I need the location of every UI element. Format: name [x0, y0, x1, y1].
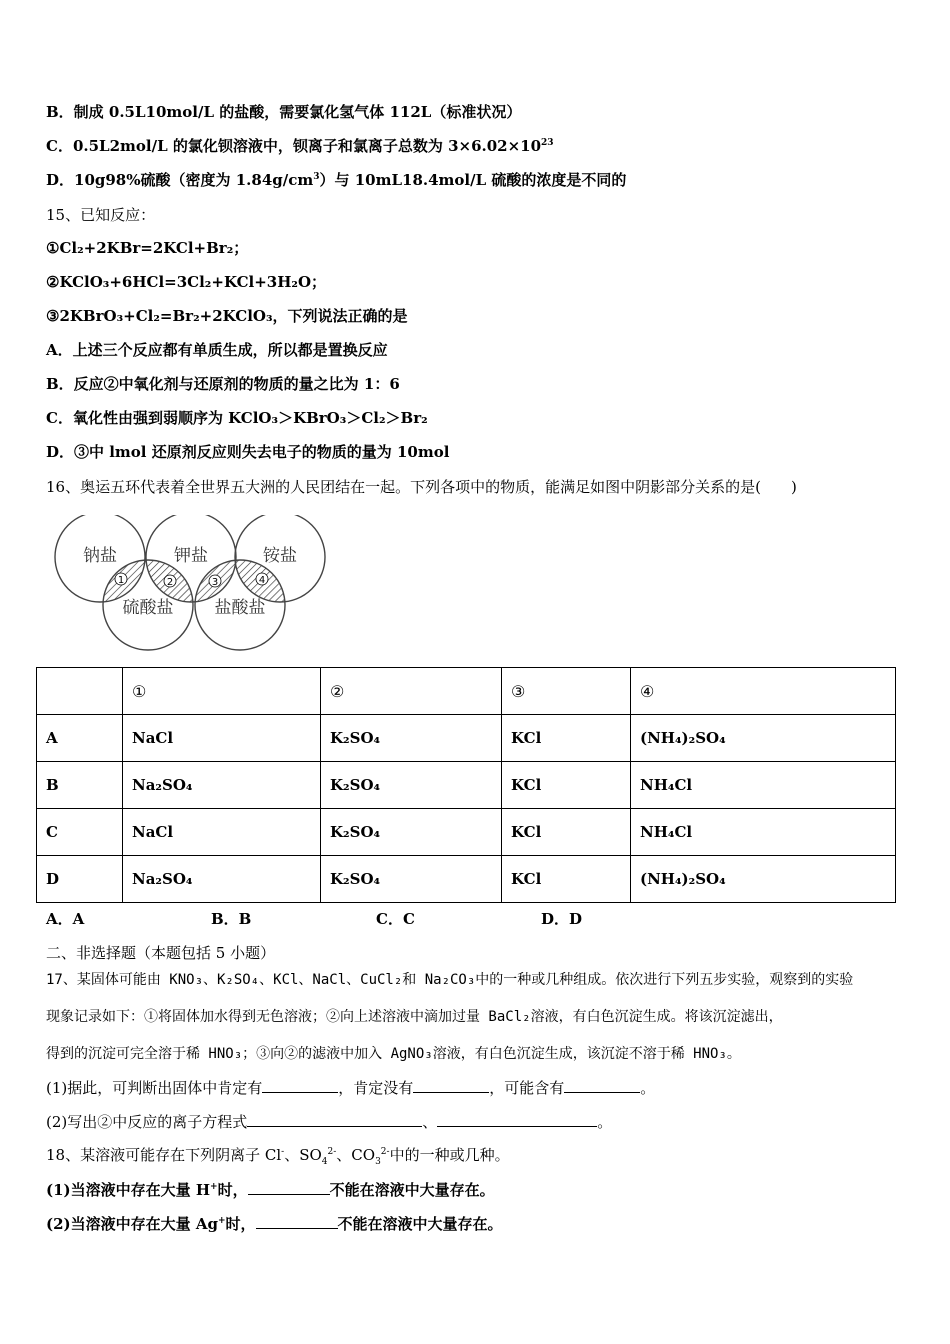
q15-option-d: D．③中 lmol 还原剂反应则失去电子的物质的量为 10mol: [46, 443, 450, 461]
table-cell: ④: [631, 668, 896, 715]
region-2-number: 2: [166, 577, 174, 588]
q14-option-d: D．10g98%硫酸（密度为 $1.84g/cm^3$）与 10mL18.4mol/L 硫酸的浓度是不同的: [46, 171, 627, 189]
table-cell: KCl: [502, 762, 631, 809]
answer-blank[interactable]: [437, 1111, 597, 1127]
q15-option-c: C．氧化性由强到弱顺序为 KClO₃＞KBrO₃＞Cl₂＞Br₂: [46, 409, 428, 427]
q17-line-3: 得到的沉淀可完全溶于稀 HNO₃；③向②的滤液中加入 AgNO₃溶液，有白色沉淀生成，该沉淀不溶于稀 HNO₃。: [46, 1046, 741, 1062]
table-cell: ①: [123, 668, 321, 715]
table-header-row: [37, 668, 896, 715]
answer-blank[interactable]: [247, 1111, 422, 1127]
q17-sub-2: (2)写出②中反应的离子方程式 、 。: [46, 1113, 613, 1131]
section-heading: 二、非选择题（本题包括 5 小题）: [46, 944, 276, 962]
q17-line-2: 现象记录如下：①将固体加水得到无色溶液；②向上述溶液中滴加过量 BaCl₂溶液，有白色沉淀生成。将该沉淀滤出，: [46, 1009, 783, 1025]
q16-options-table: [36, 667, 896, 903]
table-cell: KCl: [502, 856, 631, 903]
answer-blank[interactable]: [564, 1077, 640, 1093]
choice-a: A．A: [46, 910, 85, 928]
q14-option-b: B．制成 0.5L10mol/L 的盐酸，需要氯化氢气体 112L（标准状况）: [46, 103, 522, 121]
label-ammonium-salt: 铵盐: [263, 546, 297, 566]
table-cell: K₂SO₄: [321, 809, 502, 856]
answer-blank[interactable]: [262, 1077, 338, 1093]
table-cell: K₂SO₄: [321, 856, 502, 903]
q15-option-a: A．上述三个反应都有单质生成，所以都是置换反应: [46, 341, 388, 359]
q17-sub-1: (1)据此，可判断出固体中肯定有 ，肯定没有 ，可能含有 。: [46, 1079, 656, 1097]
table-row: [37, 809, 896, 856]
label-sulfate: 硫酸盐: [122, 598, 174, 618]
table-cell: Na₂SO₄: [123, 856, 321, 903]
q16-stem: 16、奥运五环代表着全世界五大洲的人民团结在一起。下列各项中的物质，能满足如图中阴影部分关系的是( ): [46, 478, 797, 496]
table-cell: NaCl: [123, 809, 321, 856]
table-row: [37, 715, 896, 762]
table-cell: D: [37, 856, 123, 903]
table-cell: NH₄Cl: [631, 762, 896, 809]
table-cell: Na₂SO₄: [123, 762, 321, 809]
q15-reaction-3: ③2KBrO₃+Cl₂=Br₂+2KClO₃，下列说法正确的是: [46, 307, 408, 325]
table-cell: K₂SO₄: [321, 715, 502, 762]
label-potassium-salt: 钾盐: [174, 546, 208, 566]
table-cell: KCl: [502, 809, 631, 856]
q18-stem: 18、某溶液可能存在下列阴离子 Cl-、$SO_4^{2-}$、$CO_3^{2-}$中的一种或几种。: [46, 1146, 510, 1167]
choice-d: D．D: [541, 910, 583, 928]
answer-blank[interactable]: [256, 1213, 338, 1229]
q15-reaction-2: ②KClO₃+6HCl=3Cl₂+KCl+3H₂O；: [46, 273, 327, 291]
table-row: [37, 762, 896, 809]
q16-choices: [46, 909, 582, 929]
table-row: [37, 856, 896, 903]
label-chloride: 盐酸盐: [214, 598, 266, 618]
table-cell: [37, 668, 123, 715]
label-sodium-salt: 钠盐: [83, 546, 117, 566]
table-cell: A: [37, 715, 123, 762]
table-cell: NH₄Cl: [631, 809, 896, 856]
table-cell: NaCl: [123, 715, 321, 762]
answer-blank[interactable]: [413, 1077, 489, 1093]
q14-option-c: C．0.5L2mol/L 的氯化钡溶液中，钡离子和氯离子总数为 $3\times 6.02\times 10^{23}$: [46, 137, 554, 155]
region-1-number: 1: [117, 575, 125, 586]
table-cell: (NH₄)₂SO₄: [631, 715, 896, 762]
table-cell: ③: [502, 668, 631, 715]
q18-sub-2: (2)当溶液中存在大量 Ag+时， 不能在溶液中大量存在。: [46, 1215, 503, 1233]
region-4-number: 4: [258, 575, 266, 586]
q15-reaction-1: ①Cl₂+2KBr=2KCl+Br₂；: [46, 239, 249, 257]
q15-option-b: B．反应②中氧化剂与还原剂的物质的量之比为 1：6: [46, 375, 400, 393]
table-cell: B: [37, 762, 123, 809]
table-cell: KCl: [502, 715, 631, 762]
table-cell: ②: [321, 668, 502, 715]
region-3-number: 3: [211, 577, 219, 588]
q15-stem: 15、已知反应：: [46, 206, 156, 224]
table-cell: C: [37, 809, 123, 856]
choice-c: C．C: [376, 910, 415, 928]
table-cell: K₂SO₄: [321, 762, 502, 809]
choice-b: B．B: [211, 910, 252, 928]
q18-sub-1: (1)当溶液中存在大量 H+时， 不能在溶液中大量存在。: [46, 1181, 495, 1199]
q17-line-1: 17、某固体可能由 KNO₃、K₂SO₄、KCl、NaCl、CuCl₂和 Na₂CO₃中的一种或几种组成。依次进行下列五步实验，观察到的实验: [46, 972, 854, 988]
answer-blank[interactable]: [248, 1179, 330, 1195]
table-cell: (NH₄)₂SO₄: [631, 856, 896, 903]
olympic-rings-venn-diagram: [50, 515, 335, 655]
